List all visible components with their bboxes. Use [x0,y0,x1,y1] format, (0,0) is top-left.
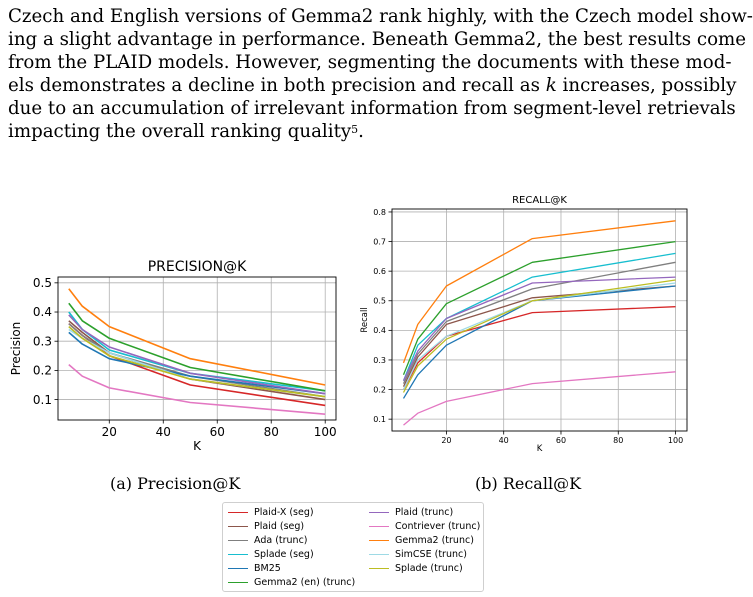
legend-swatch [369,554,389,555]
y-tick-label: 0.3 [32,334,52,349]
paragraph-text: impacting the overall ranking quality [8,121,352,142]
legend [222,502,484,592]
legend-item [228,534,308,547]
x-tick-label: 20 [101,425,117,439]
legend-item [228,562,281,575]
series-line [404,277,676,381]
legend-label: Gemma2 (trunc) [395,535,474,546]
legend-swatch [228,554,248,555]
x-tick-label: 100 [313,425,337,439]
legend-swatch [228,568,248,569]
caption-precision: (a) Precision@K [110,474,241,493]
y-tick-label: 0.5 [32,276,52,291]
legend-swatch [228,526,248,527]
legend-item [369,520,480,533]
series-line [404,286,676,398]
y-axis-label: Precision [9,321,23,376]
paragraph-text: increases, possibly [556,75,737,96]
paragraph-line: from the PLAID models. However, segmenting the documents with these mod- [8,52,732,73]
paragraph-line [8,120,698,143]
paragraph [8,5,753,143]
legend-label: Gemma2 (en) (trunc) [254,577,356,588]
series-line [404,253,676,380]
x-axis-label: K [536,444,543,454]
legend-item [228,520,304,533]
legend-item [369,534,474,547]
legend-swatch [369,512,389,513]
x-tick-label: 60 [555,436,567,445]
legend-item [228,576,355,589]
legend-item [369,506,453,519]
legend-swatch [228,512,248,513]
x-tick-label: 40 [155,425,171,439]
legend-item [369,562,463,575]
paragraph-line: due to an accumulation of irrelevant information from segment-level retrievals [8,98,736,119]
y-tick-label: 0.5 [373,296,386,306]
legend-swatch [369,568,389,569]
x-tick-label: 100 [667,436,684,445]
legend-label: SimCSE (trunc) [395,549,467,560]
y-tick-label: 0.4 [32,305,52,320]
series-line [404,372,676,425]
x-tick-label: 40 [498,436,509,445]
y-tick-label: 0.2 [373,385,386,395]
x-tick-label: 20 [441,436,452,445]
y-tick-label: 0.6 [373,266,386,276]
paragraph-line: ing a slight advantage in performance. Beneath Gemma2, the best results come [8,29,747,50]
legend-swatch [369,526,389,527]
y-tick-label: 0.1 [32,392,52,407]
legend-swatch [228,540,248,541]
x-tick-label: 80 [613,436,624,445]
legend-item [228,548,314,561]
plot-frame [392,209,687,431]
legend-label: Splade (seg) [254,549,314,560]
legend-label: Ada (trunc) [254,535,308,546]
y-tick-label: 0.7 [373,237,386,247]
legend-label: Plaid (trunc) [395,507,454,518]
legend-label: Plaid-X (seg) [254,507,314,518]
legend-swatch [369,540,389,541]
paragraph-line: Czech and English versions of Gemma2 rank highly, with the Czech model show- [8,6,753,27]
legend-label: Splade (trunc) [395,563,463,574]
y-axis-label: Recall [360,307,370,333]
series-line [404,262,676,383]
x-axis-label: K [193,439,201,453]
paragraph-text: . [358,121,364,142]
precision-chart [0,250,345,470]
series-line [404,283,676,390]
x-tick-label: 80 [263,425,279,439]
k-symbol: k [545,75,557,96]
legend-item [228,506,314,519]
y-tick-label: 0.8 [373,207,386,217]
x-tick-label: 60 [209,425,225,439]
y-tick-label: 0.1 [373,414,386,424]
legend-label: Plaid (seg) [254,521,305,532]
paragraph-text: els demonstrates a decline in both precision and recall as [8,75,546,96]
chart-title: RECALL@K [512,195,567,206]
recall-chart [355,192,695,462]
caption-recall: (b) Recall@K [475,474,582,493]
footnote-marker: 5 [351,123,359,136]
legend-label: Contriever (trunc) [395,521,481,532]
y-tick-label: 0.4 [373,326,386,336]
paragraph-line [8,74,737,97]
chart-title: PRECISION@K [147,259,247,275]
legend-label: BM25 [254,563,281,574]
y-tick-label: 0.2 [32,363,52,378]
legend-item [369,548,467,561]
legend-swatch [228,582,248,583]
y-tick-label: 0.3 [373,355,386,365]
